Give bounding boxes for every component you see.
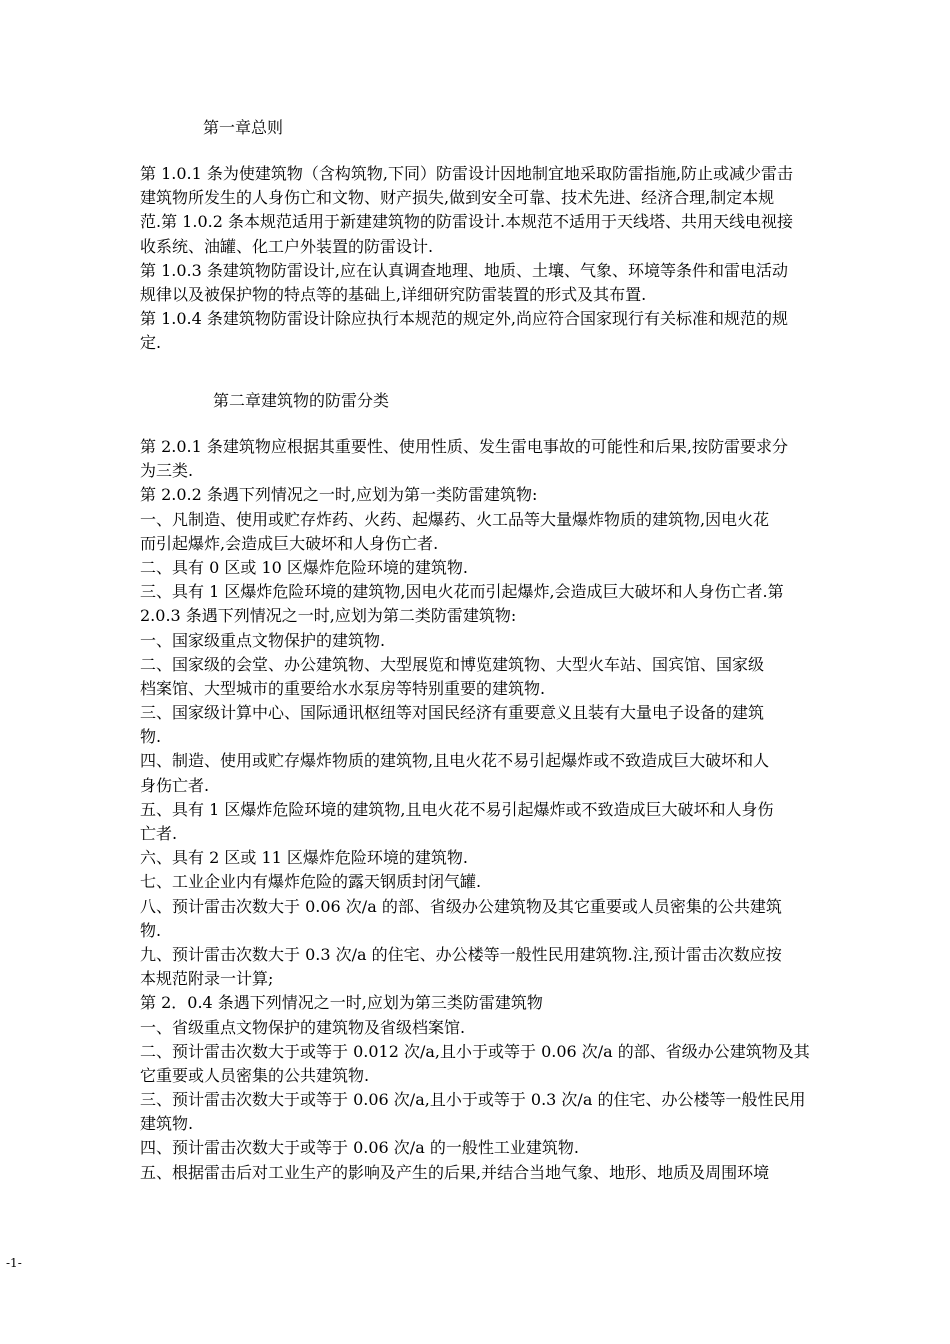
paragraph-line: 六、具有 2 区或 11 区爆炸危险环境的建筑物. — [140, 848, 468, 868]
paragraph-line: 而引起爆炸,会造成巨大破坏和人身伤亡者. — [140, 533, 439, 553]
paragraph-line: 三、国家级计算中心、国际通讯枢纽等对国民经济有重要意义且装有大量电子设备的建筑 — [140, 703, 765, 723]
paragraph-line: 本规范附录一计算; — [140, 969, 274, 989]
paragraph-line: 七、工业企业内有爆炸危险的露天钢质封闭气罐. — [140, 872, 482, 892]
paragraph-line: 建筑物所发生的人身伤亡和文物、财产损失,做到安全可靠、技术先进、经济合理,制定本规 — [140, 188, 775, 208]
paragraph-line: 第 2．0.4 条遇下列情况之一时,应划为第三类防雷建筑物 — [140, 993, 543, 1013]
paragraph-line: 九、预计雷击次数大于 0.3 次/a 的住宅、办公楼等一般性民用建筑物.注,预计雷击次数应按 — [140, 944, 782, 964]
paragraph-line: 一、省级重点文物保护的建筑物及省级档案馆. — [140, 1017, 466, 1037]
paragraph-line: 它重要或人员密集的公共建筑物. — [140, 1065, 370, 1085]
paragraph-line: 收系统、油罐、化工户外装置的防雷设计. — [140, 236, 434, 256]
chapter-2-body — [140, 435, 820, 1185]
paragraph-line: 建筑物. — [140, 1114, 194, 1134]
paragraph-line: 三、具有 1 区爆炸危险环境的建筑物,因电火花而引起爆炸,会造成巨大破坏和人身伤亡者.第 — [140, 582, 784, 602]
paragraph-line: 范.第 1.0.2 条本规范适用于新建建筑物的防雷设计.本规范不适用于天线塔、共用天线电视接 — [140, 212, 794, 232]
paragraph-line: 二、具有 0 区或 10 区爆炸危险环境的建筑物. — [140, 557, 468, 577]
chapter-1-body — [140, 162, 820, 356]
paragraph-line: 四、制造、使用或贮存爆炸物质的建筑物,且电火花不易引起爆炸或不致造成巨大破坏和人 — [140, 751, 770, 771]
paragraph-line: 档案馆、大型城市的重要给水水泵房等特别重要的建筑物. — [140, 678, 546, 698]
paragraph-line: 第 2.0.2 条遇下列情况之一时,应划为第一类防雷建筑物: — [140, 485, 538, 505]
paragraph-line: 一、国家级重点文物保护的建筑物. — [140, 630, 386, 650]
paragraph-line: 二、预计雷击次数大于或等于 0.012 次/a,且小于或等于 0.06 次/a 的部、省级办公建筑物及其 — [140, 1041, 810, 1061]
paragraph-line: 第 1.0.3 条建筑物防雷设计,应在认真调查地理、地质、土壤、气象、环境等条件和雷电活动 — [140, 260, 788, 280]
chapter-2-heading: 第二章建筑物的防雷分类 — [213, 391, 390, 410]
paragraph-line: 为三类. — [140, 461, 194, 481]
paragraph-line: 定. — [140, 333, 162, 353]
paragraph-line: 物. — [140, 920, 162, 940]
paragraph-line: 亡者. — [140, 824, 178, 843]
paragraph-line: 一、凡制造、使用或贮存炸药、火药、起爆药、火工品等大量爆炸物质的建筑物,因电火花 — [140, 509, 770, 529]
paragraph-line: 第 2.0.1 条建筑物应根据其重要性、使用性质、发生雷电事故的可能性和后果,按防雷要求分 — [140, 437, 788, 456]
paragraph-line: 五、根据雷击后对工业生产的影响及产生的后果,并结合当地气象、地形、地质及周围环境 — [140, 1162, 770, 1182]
paragraph-line: 2.0.3 条遇下列情况之一时,应划为第二类防雷建筑物: — [140, 606, 517, 626]
paragraph-line: 物. — [140, 727, 162, 747]
chapter-1-heading: 第一章总则 — [203, 118, 284, 137]
paragraph-line: 八、预计雷击次数大于 0.06 次/a 的部、省级办公建筑物及其它重要或人员密集的公共建筑 — [140, 896, 782, 916]
paragraph-line: 规律以及被保护物的特点等的基础上,详细研究防雷装置的形式及其布置. — [140, 284, 647, 304]
page-number: -1- — [6, 1256, 22, 1270]
paragraph-line: 第 1.0.1 条为使建筑物（含构筑物,下同）防雷设计因地制宜地采取防雷指施,防止或减少雷击 — [140, 164, 794, 183]
paragraph-line: 五、具有 1 区爆炸危险环境的建筑物,且电火花不易引起爆炸或不致造成巨大破坏和人身伤 — [140, 799, 774, 819]
paragraph-line: 三、预计雷击次数大于或等于 0.06 次/a,且小于或等于 0.3 次/a 的住宅、办公楼等一般性民用 — [140, 1090, 806, 1110]
paragraph-line: 身伤亡者. — [140, 775, 210, 795]
paragraph-line: 二、国家级的会堂、办公建筑物、大型展览和博览建筑物、大型火车站、国宾馆、国家级 — [140, 654, 765, 674]
paragraph-line: 第 1.0.4 条建筑物防雷设计除应执行本规范的规定外,尚应符合国家现行有关标准和规范的规 — [140, 309, 788, 329]
paragraph-line: 四、预计雷击次数大于或等于 0.06 次/a 的一般性工业建筑物. — [140, 1138, 579, 1158]
